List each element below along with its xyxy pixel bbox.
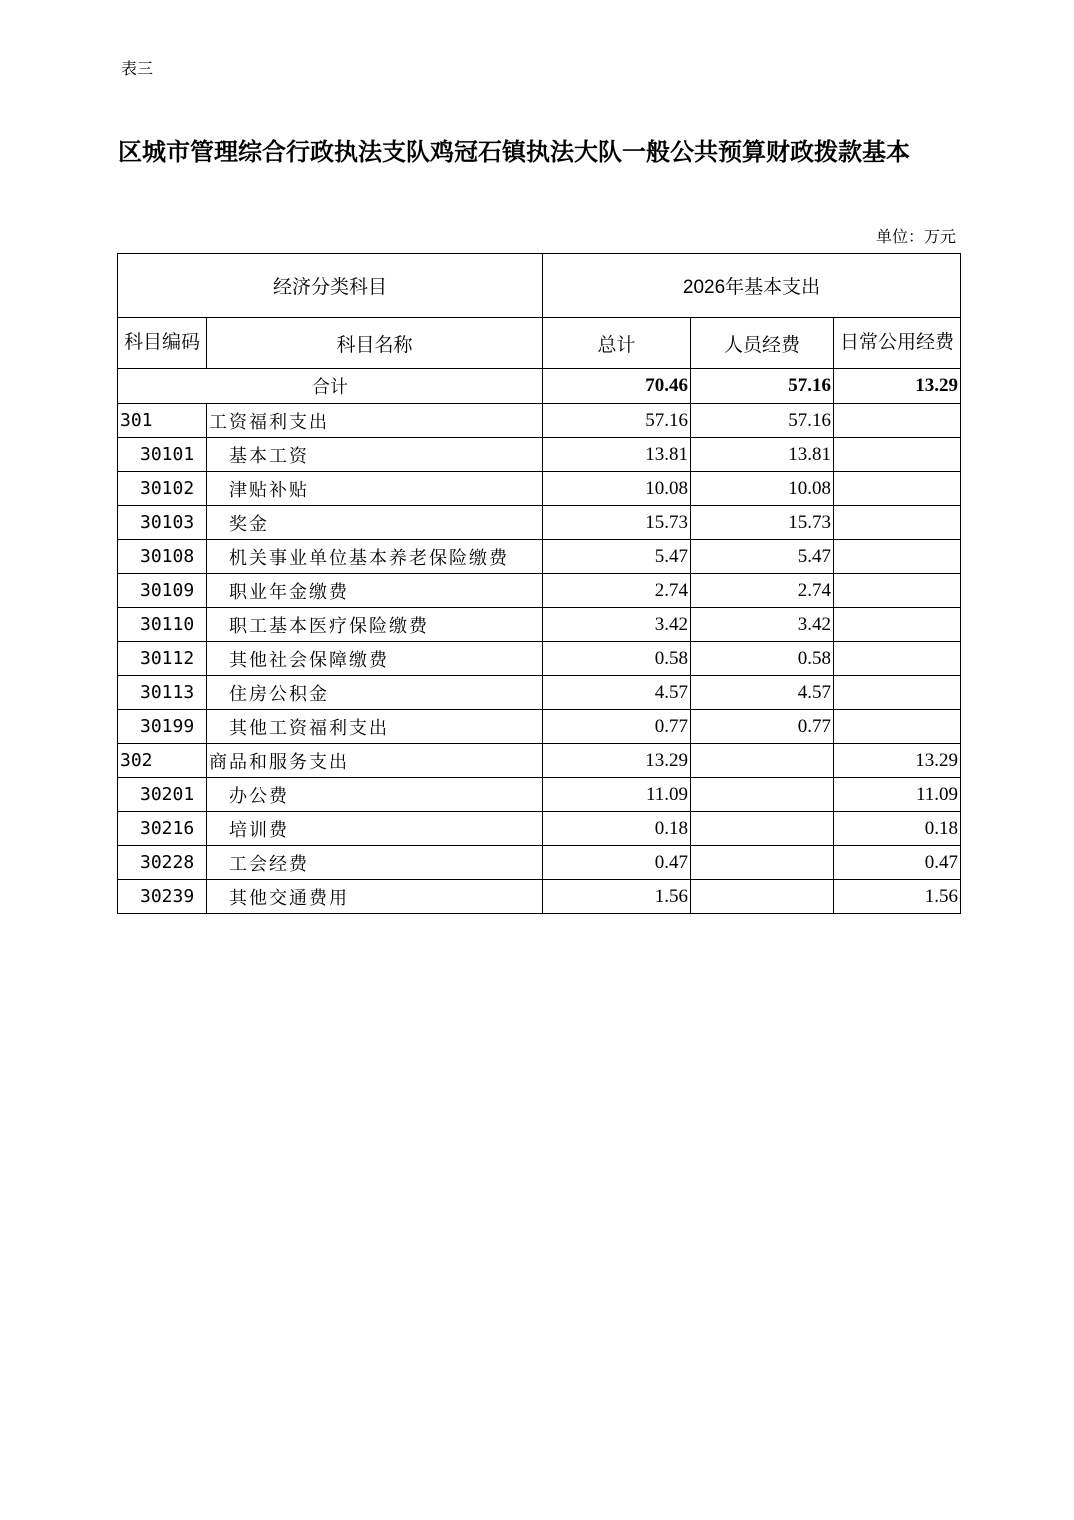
table-row: [118, 608, 961, 642]
row-public: [834, 472, 961, 506]
row-name: 其他工资福利支出: [207, 710, 543, 744]
row-code: 30110: [118, 608, 207, 642]
header-economic-category: 经济分类科目: [118, 254, 543, 318]
row-code: 30216: [118, 812, 207, 846]
table-row: [118, 744, 961, 778]
row-personnel: [691, 744, 834, 778]
row-total: 3.42: [543, 608, 691, 642]
row-total: 13.29: [543, 744, 691, 778]
row-personnel: [691, 812, 834, 846]
row-code: 30113: [118, 676, 207, 710]
row-public: [834, 676, 961, 710]
header-subject-name: 科目名称: [207, 318, 543, 369]
row-name: 其他交通费用: [207, 880, 543, 914]
row-name: 基本工资: [207, 438, 543, 472]
row-code: 30199: [118, 710, 207, 744]
row-name: 办公费: [207, 778, 543, 812]
row-total: 0.18: [543, 812, 691, 846]
row-public: [834, 438, 961, 472]
table-row: [118, 472, 961, 506]
row-code: 30228: [118, 846, 207, 880]
row-public: [834, 574, 961, 608]
row-name: 培训费: [207, 812, 543, 846]
total-public: 13.29: [834, 369, 961, 404]
header-row-columns: [118, 318, 961, 369]
total-personnel: 57.16: [691, 369, 834, 404]
row-code: 30108: [118, 540, 207, 574]
row-public: 0.18: [834, 812, 961, 846]
table-row: [118, 710, 961, 744]
row-code: 30101: [118, 438, 207, 472]
header-basic-expenditure: 2026年基本支出: [543, 254, 961, 318]
row-total: 2.74: [543, 574, 691, 608]
row-name: 津贴补贴: [207, 472, 543, 506]
row-code: 30102: [118, 472, 207, 506]
row-code: 30112: [118, 642, 207, 676]
row-code: 302: [118, 744, 207, 778]
row-personnel: [691, 880, 834, 914]
row-personnel: 10.08: [691, 472, 834, 506]
row-total: 15.73: [543, 506, 691, 540]
row-public: [834, 608, 961, 642]
table-row: [118, 880, 961, 914]
row-name: 商品和服务支出: [207, 744, 543, 778]
total-label: 合计: [118, 369, 543, 404]
table-row: [118, 812, 961, 846]
row-code: 301: [118, 404, 207, 438]
row-public: 11.09: [834, 778, 961, 812]
header-public-expense: 日常公用经费: [834, 318, 961, 369]
row-name: 职工基本医疗保险缴费: [207, 608, 543, 642]
row-personnel: 2.74: [691, 574, 834, 608]
row-total: 57.16: [543, 404, 691, 438]
row-name: 工资福利支出: [207, 404, 543, 438]
row-name: 住房公积金: [207, 676, 543, 710]
table-row: [118, 540, 961, 574]
row-personnel: 15.73: [691, 506, 834, 540]
table-row: [118, 778, 961, 812]
table-row: [118, 404, 961, 438]
row-total: 4.57: [543, 676, 691, 710]
row-name: 机关事业单位基本养老保险缴费: [207, 540, 543, 574]
row-total: 10.08: [543, 472, 691, 506]
table-tag: 表三: [121, 59, 154, 78]
table-row: [118, 846, 961, 880]
header-subject-code: 科目编码: [118, 318, 207, 369]
table-row: [118, 506, 961, 540]
row-total: 0.58: [543, 642, 691, 676]
row-code: 30239: [118, 880, 207, 914]
row-personnel: [691, 846, 834, 880]
row-total: 5.47: [543, 540, 691, 574]
row-total: 0.77: [543, 710, 691, 744]
row-personnel: 5.47: [691, 540, 834, 574]
row-personnel: [691, 778, 834, 812]
header-total: 总计: [543, 318, 691, 369]
row-public: 13.29: [834, 744, 961, 778]
table-row: [118, 676, 961, 710]
row-personnel: 57.16: [691, 404, 834, 438]
row-name: 其他社会保障缴费: [207, 642, 543, 676]
row-code: 30201: [118, 778, 207, 812]
row-personnel: 4.57: [691, 676, 834, 710]
row-public: [834, 404, 961, 438]
header-personnel-expense: 人员经费: [691, 318, 834, 369]
row-code: 30109: [118, 574, 207, 608]
unit-label: 单位：万元: [875, 227, 956, 246]
row-name: 工会经费: [207, 846, 543, 880]
table-row: [118, 438, 961, 472]
total-row: [118, 369, 961, 404]
row-code: 30103: [118, 506, 207, 540]
row-personnel: 0.77: [691, 710, 834, 744]
row-public: [834, 710, 961, 744]
row-name: 奖金: [207, 506, 543, 540]
row-total: 13.81: [543, 438, 691, 472]
total-sum: 70.46: [543, 369, 691, 404]
header-row-group: [118, 254, 961, 318]
table-row: [118, 642, 961, 676]
row-total: 0.47: [543, 846, 691, 880]
row-public: 1.56: [834, 880, 961, 914]
row-total: 11.09: [543, 778, 691, 812]
table-row: [118, 574, 961, 608]
row-personnel: 3.42: [691, 608, 834, 642]
budget-table: [117, 253, 961, 914]
row-public: [834, 506, 961, 540]
row-public: [834, 642, 961, 676]
row-name: 职业年金缴费: [207, 574, 543, 608]
page-title: 区城市管理综合行政执法支队鸡冠石镇执法大队一般公共预算财政拨款基本: [118, 137, 910, 166]
row-total: 1.56: [543, 880, 691, 914]
row-public: [834, 540, 961, 574]
row-personnel: 0.58: [691, 642, 834, 676]
row-personnel: 13.81: [691, 438, 834, 472]
row-public: 0.47: [834, 846, 961, 880]
